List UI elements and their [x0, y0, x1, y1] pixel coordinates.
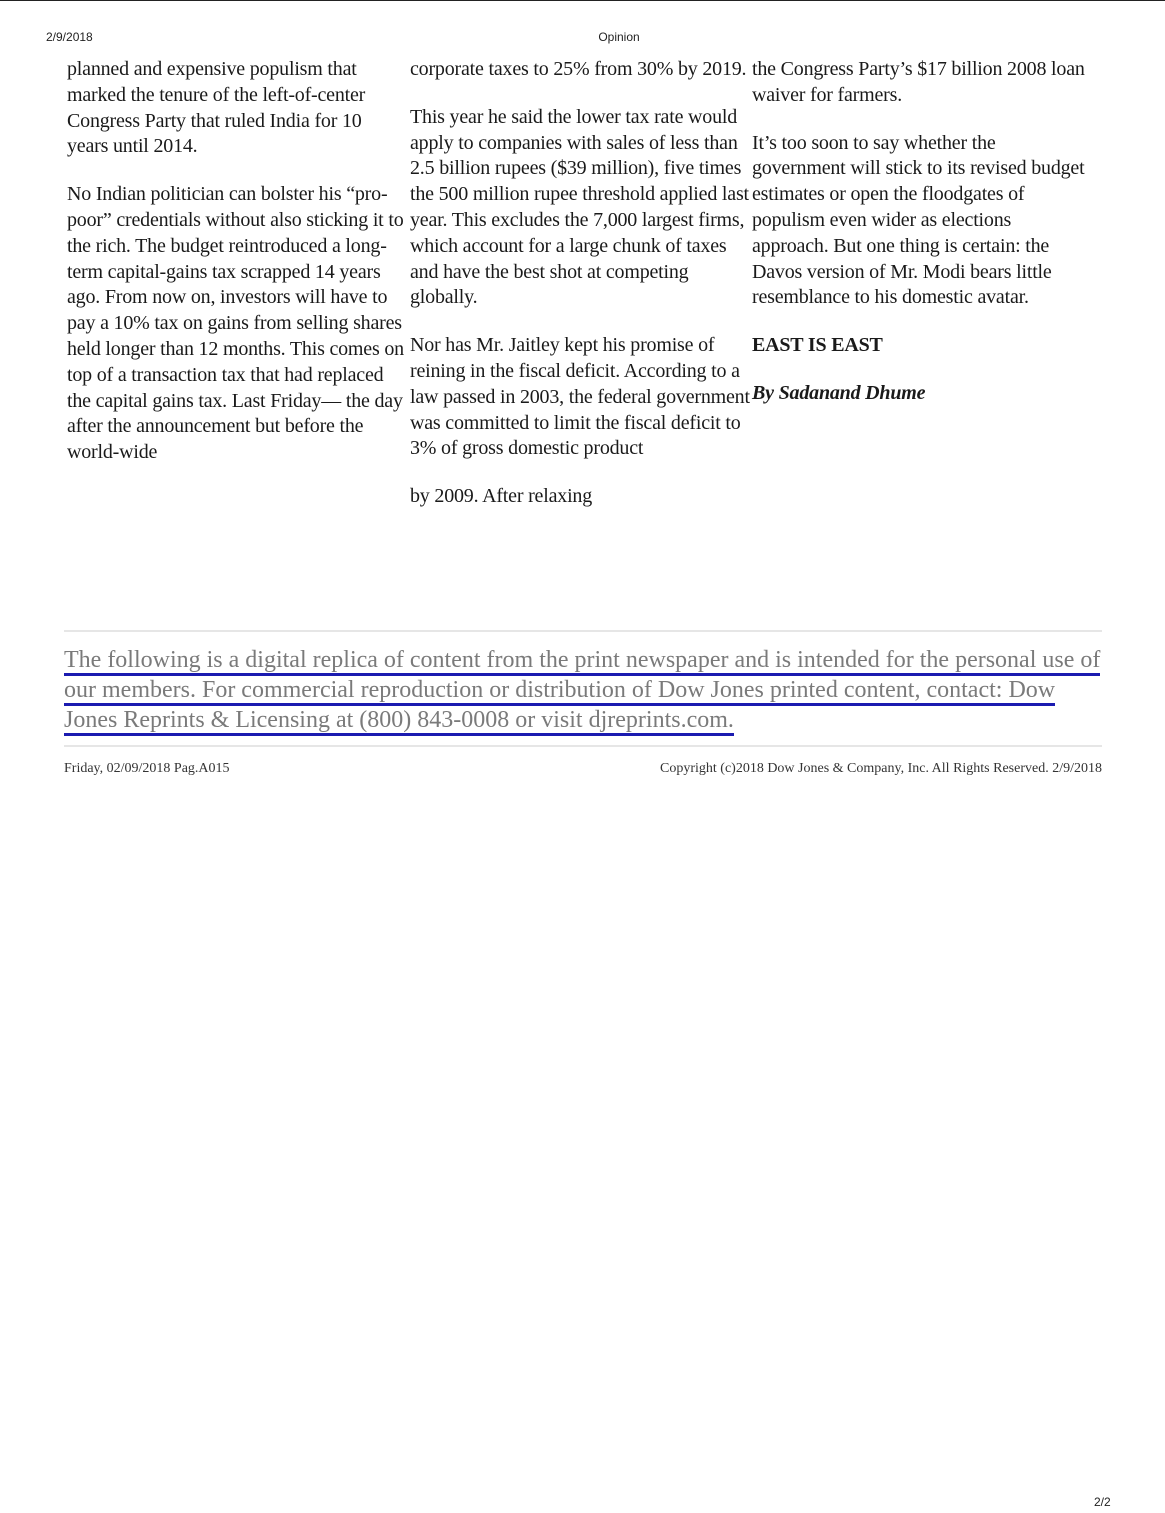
article-paragraph: the Congress Party’s $17 billion 2008 loan waiver for farmers. [752, 58, 1085, 106]
footer-copyright: Copyright (c)2018 Dow Jones & Company, Inc. All Rights Reserved. 2/9/2018 [660, 761, 1102, 776]
article-columns [67, 57, 1107, 597]
divider-bottom [64, 745, 1102, 747]
section-heading: EAST IS EAST [752, 334, 883, 357]
byline: By Sadanand Dhume [752, 381, 926, 404]
page-footer [64, 761, 1102, 779]
reprint-notice-link[interactable]: The following is a digital replica of content from the print newspaper and is intended for the personal use of our members. For commercial reproduction or distribution of Dow Jones printed content, contact: Dow Jones Reprints & Licensing at (800) 843-0008 or visit djreprints.com. [64, 647, 1100, 736]
print-header [0, 30, 1165, 46]
print-title: Opinion [598, 30, 640, 44]
article-column-3 [752, 57, 1092, 407]
article-paragraph: No Indian politician can bolster his “pro-poor” credentials without also sticking it to the rich. The budget reintroduced a long-term capital-gains tax scrapped 14 years ago. From now on, investors will have to pay a 10% tax on gains from selling shares held longer than 12 months. This comes on top of a transaction tax that had replaced the capital gains tax. Last Friday— the day after the announcement but before the world-wide [67, 183, 404, 464]
footer-edition-date: Friday, 02/09/2018 Pag.A015 [64, 761, 230, 776]
article-paragraph: Nor has Mr. Jaitley kept his promise of reining in the fiscal deficit. According to a law passed in 2003, the federal government was committed to limit the fiscal deficit to 3% of gross domestic product [410, 334, 750, 460]
top-border [0, 0, 1165, 1]
article-paragraph: by 2009. After relaxing [410, 485, 593, 508]
article-paragraph: This year he said the lower tax rate would apply to companies with sales of less than 2.5 billion rupees ($39 million), five times the 500 million rupee threshold applied last year. This excludes the 7,000 largest firms, which account for a large chunk of taxes and have the best shot at competing globally. [410, 105, 749, 309]
print-date: 2/9/2018 [46, 30, 93, 44]
article-column-2 [410, 57, 750, 532]
divider-top [64, 630, 1102, 632]
reprint-notice [64, 645, 1104, 735]
article-column-1 [67, 57, 407, 488]
page-number: 2/2 [1094, 1495, 1111, 1509]
article-paragraph: It’s too soon to say whether the government will stick to its revised budget estimates or open the floodgates of populism even wider as elections approach. But one thing is certain: the Davos version of Mr. Modi bears little resemblance to his domestic avatar. [752, 131, 1085, 309]
article-paragraph: corporate taxes to 25% from 30% by 2019. [410, 58, 747, 80]
article-paragraph: planned and expensive populism that marked the tenure of the left-of-center Congress Party that ruled India for 10 years until 2014. [67, 58, 366, 158]
